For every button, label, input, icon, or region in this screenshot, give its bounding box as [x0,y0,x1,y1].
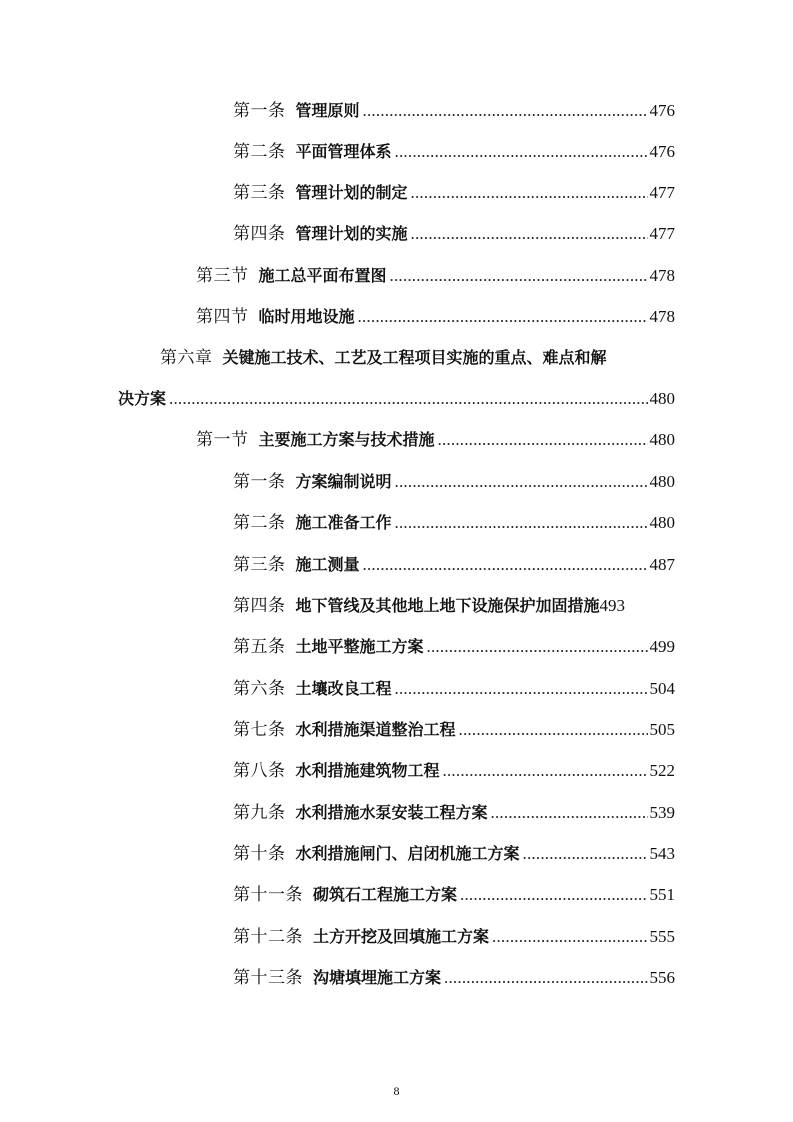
toc-entry-page: 499 [649,637,675,656]
toc-entry-number: 第一节 [196,430,249,449]
toc-entry-number: 第十二条 [233,927,303,946]
toc-entry[interactable] [0,425,793,455]
toc-entry-page: 504 [649,679,675,698]
dot-leader [358,302,648,332]
toc-entry-page: 480 [649,389,675,408]
dot-leader [395,508,648,538]
toc-chapter-entry-continued[interactable] [0,384,793,414]
toc-entry-page: 487 [649,555,675,574]
dot-leader [169,384,647,414]
toc-entry-number: 第四条 [233,596,286,615]
toc-entry[interactable] [0,798,793,828]
toc-entry-title: 沟塘填埋施工方案 [313,968,442,987]
toc-entry-page: 476 [649,142,675,161]
dot-leader [491,798,648,828]
toc-entry-title-continued: 决方案 [118,389,167,408]
toc-entry[interactable] [0,261,793,291]
toc-entry-number: 第五条 [233,637,286,656]
toc-entry-number: 第十三条 [233,968,303,987]
toc-entry-page: 551 [649,885,675,904]
dot-leader [363,550,648,580]
toc-entry-page: 480 [649,513,675,532]
toc-entry-page: 556 [649,968,675,987]
toc-entry[interactable] [0,508,793,538]
toc-entry-title: 管理计划的实施 [295,224,408,243]
dot-leader [523,839,648,869]
toc-entry-number: 第三条 [233,183,286,202]
toc-entry-title: 主要施工方案与技术措施 [258,430,435,449]
dot-leader [395,467,648,497]
toc-entry-title: 砌筑石工程施工方案 [313,885,458,904]
toc-entry-title: 施工总平面布置图 [258,266,387,285]
toc-entry[interactable] [0,467,793,497]
toc-entry-page: 555 [649,927,675,946]
toc-entry-page: 480 [649,430,675,449]
toc-entry-number: 第四条 [233,224,286,243]
toc-entry-number: 第三条 [233,555,286,574]
toc-entry-title: 土方开挖及回填施工方案 [313,927,490,946]
toc-entry-page: 478 [649,266,675,285]
dot-leader [411,219,648,249]
toc-entry-title: 管理计划的制定 [295,183,408,202]
toc-entry-page: 480 [649,472,675,491]
toc-entry[interactable] [0,715,793,745]
toc-chapter-entry[interactable] [0,343,793,373]
toc-entry[interactable] [0,922,793,952]
toc-entry-number: 第六章 [160,348,213,367]
toc-entry[interactable] [0,591,793,621]
toc-entry-number: 第二条 [233,142,286,161]
dot-leader [411,178,648,208]
toc-entry-page: 539 [649,803,675,822]
dot-leader [390,261,648,291]
toc-entry-number: 第九条 [233,803,286,822]
toc-entry-page: 522 [649,761,675,780]
toc-entry[interactable] [0,96,793,126]
toc-entry[interactable] [0,632,793,662]
toc-entry-title: 水利措施渠道整治工程 [295,720,456,739]
toc-entry-page: 477 [649,183,675,202]
toc-entry-number: 第一条 [233,101,286,120]
toc-entry-title: 水利措施闸门、启闭机施工方案 [295,844,520,863]
toc-entry[interactable] [0,137,793,167]
toc-entry-number: 第二条 [233,513,286,532]
toc-entry-title: 平面管理体系 [295,142,392,161]
toc-entry-title: 水利措施建筑物工程 [295,761,440,780]
dot-leader [363,96,648,126]
toc-entry-title: 方案编制说明 [295,472,392,491]
toc-entry-page: 543 [649,844,675,863]
dot-leader [460,880,647,910]
dot-leader [438,425,648,455]
toc-entry-title: 水利措施水泵安装工程方案 [295,803,488,822]
toc-entry-page: 493 [599,596,626,615]
toc-entry[interactable] [0,550,793,580]
dot-leader [395,674,648,704]
toc-entry[interactable] [0,178,793,208]
toc-entry-number: 第十一条 [233,885,303,904]
dot-leader [427,632,648,662]
dot-leader [395,137,648,167]
dot-leader [444,963,647,993]
dot-leader [443,756,648,786]
toc-entry[interactable] [0,674,793,704]
page-number-footer: 8 [393,1084,400,1098]
toc-entry-title: 临时用地设施 [258,307,355,326]
toc-entry[interactable] [0,756,793,786]
toc-entry-number: 第三节 [196,266,249,285]
toc-entry-title: 管理原则 [295,101,360,120]
toc-entry-page: 477 [649,224,675,243]
toc-entry-page: 476 [649,101,675,120]
dot-leader [459,715,648,745]
toc-entry-number: 第六条 [233,679,286,698]
toc-entry-number: 第七条 [233,720,286,739]
toc-entry-number: 第十条 [233,844,286,863]
toc-entry-title: 关键施工技术、工艺及工程项目实施的重点、难点和解 [222,348,607,367]
toc-entry[interactable] [0,219,793,249]
toc-entry-number: 第四节 [196,307,249,326]
toc-entry-number: 第八条 [233,761,286,780]
toc-entry-title: 施工测量 [295,555,360,574]
toc-entry[interactable] [0,880,793,910]
toc-entry-title: 土地平整施工方案 [295,637,424,656]
toc-entry-page: 505 [649,720,675,739]
toc-entry-title: 土壤改良工程 [295,679,392,698]
toc-entry-title: 施工准备工作 [295,513,392,532]
dot-leader [492,922,647,952]
toc-entry-title: 地下管线及其他地上地下设施保护加固措施 [295,596,600,615]
toc-entry[interactable] [0,963,793,993]
toc-entry-number: 第一条 [233,472,286,491]
toc-entry-page: 478 [649,307,675,326]
toc-entry[interactable] [0,302,793,332]
toc-entry[interactable] [0,839,793,869]
